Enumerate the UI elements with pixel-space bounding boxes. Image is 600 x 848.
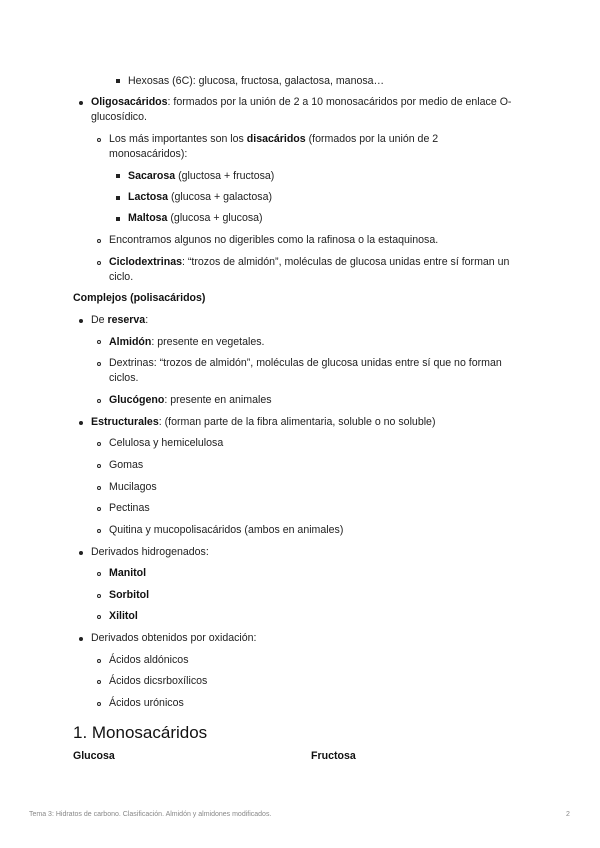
list-item-sorbitol: Sorbitol bbox=[109, 589, 150, 601]
circle-bullet-icon bbox=[97, 261, 101, 265]
circle-bullet-icon bbox=[97, 442, 101, 446]
list-item-oligosacaridos: Oligosacáridos: formados por la unión de 2 a 10 monosacáridos por medio de enlace O-glucosídico. bbox=[91, 96, 512, 123]
column-header-glucosa: Glucosa bbox=[73, 750, 115, 762]
list-item-reserva: De reserva: bbox=[91, 314, 149, 326]
circle-bullet-icon bbox=[97, 615, 101, 619]
column-header-fructosa: Fructosa bbox=[311, 750, 356, 762]
list-item-sacarosa: Sacarosa (gluctosa + fructosa) bbox=[128, 170, 275, 182]
list-item-disacaridos: Los más importantes son los disacáridos (formados por la unión de 2 monosacáridos): bbox=[109, 133, 439, 160]
list-item-celulosa: Celulosa y hemicelulosa bbox=[109, 437, 224, 449]
list-item-ciclodextrinas: Ciclodextrinas: “trozos de almidón”, moléculas de glucosa unidas entre sí forman un ciclo. bbox=[109, 256, 510, 283]
circle-bullet-icon bbox=[97, 594, 101, 598]
circle-bullet-icon bbox=[97, 529, 101, 533]
list-item-almidon: Almidón: presente en vegetales. bbox=[109, 336, 265, 348]
list-item-dicarboxilicos: Ácidos dicsrboxílicos bbox=[109, 675, 208, 687]
disc-bullet-icon bbox=[79, 319, 83, 323]
circle-bullet-icon bbox=[97, 507, 101, 511]
list-item-derivados-hidrogenados: Derivados hidrogenados: bbox=[91, 546, 209, 558]
list-item-xilitol: Xilitol bbox=[109, 610, 138, 622]
circle-bullet-icon bbox=[97, 659, 101, 663]
list-item-gomas: Gomas bbox=[109, 459, 144, 471]
subheading-complejos: Complejos (polisacáridos) bbox=[73, 292, 206, 304]
square-bullet-icon bbox=[116, 79, 120, 83]
square-bullet-icon bbox=[116, 217, 120, 221]
footer-text: Tema 3: Hidratos de carbono. Clasificación. Almidón y almidones modificados. bbox=[29, 811, 272, 818]
list-item-encontramos: Encontramos algunos no digeribles como la rafinosa o la estaquinosa. bbox=[109, 234, 439, 246]
list-item-aldonicos: Ácidos aldónicos bbox=[109, 654, 189, 666]
disc-bullet-icon bbox=[79, 551, 83, 555]
page-number: 2 bbox=[566, 811, 570, 818]
circle-bullet-icon bbox=[97, 138, 101, 142]
circle-bullet-icon bbox=[97, 572, 101, 576]
list-item-derivados-oxidacion: Derivados obtenidos por oxidación: bbox=[91, 632, 257, 644]
list-item-uronicos: Ácidos urónicos bbox=[109, 697, 184, 709]
disc-bullet-icon bbox=[79, 421, 83, 425]
section-title: 1. Monosacáridos bbox=[73, 723, 208, 742]
list-item-mucilagos: Mucilagos bbox=[109, 481, 157, 493]
list-item-quitina: Quitina y mucopolisacáridos (ambos en animales) bbox=[109, 524, 344, 536]
circle-bullet-icon bbox=[97, 464, 101, 468]
square-bullet-icon bbox=[116, 196, 120, 200]
circle-bullet-icon bbox=[97, 702, 101, 706]
circle-bullet-icon bbox=[97, 486, 101, 490]
list-item-manitol: Manitol bbox=[109, 567, 147, 579]
circle-bullet-icon bbox=[97, 399, 101, 403]
disc-bullet-icon bbox=[79, 101, 83, 105]
circle-bullet-icon bbox=[97, 340, 101, 344]
list-item-maltosa: Maltosa (glucosa + glucosa) bbox=[128, 212, 263, 224]
list-item-estructurales: Estructurales: (forman parte de la fibra alimentaria, soluble o no soluble) bbox=[91, 416, 436, 428]
list-item-glucogeno: Glucógeno: presente en animales bbox=[109, 394, 272, 406]
list-item-lactosa: Lactosa (glucosa + galactosa) bbox=[128, 191, 272, 203]
list-item-dextrinas: Dextrinas: “trozos de almidón”, moléculas de glucosa unidas entre sí que no forman ciclos. bbox=[109, 357, 502, 384]
square-bullet-icon bbox=[116, 174, 120, 178]
list-item-pectinas: Pectinas bbox=[109, 502, 150, 514]
circle-bullet-icon bbox=[97, 362, 101, 366]
disc-bullet-icon bbox=[79, 637, 83, 641]
list-item-hexosas: Hexosas (6C): glucosa, fructosa, galactosa, manosa… bbox=[128, 75, 385, 87]
circle-bullet-icon bbox=[97, 680, 101, 684]
circle-bullet-icon bbox=[97, 239, 101, 243]
